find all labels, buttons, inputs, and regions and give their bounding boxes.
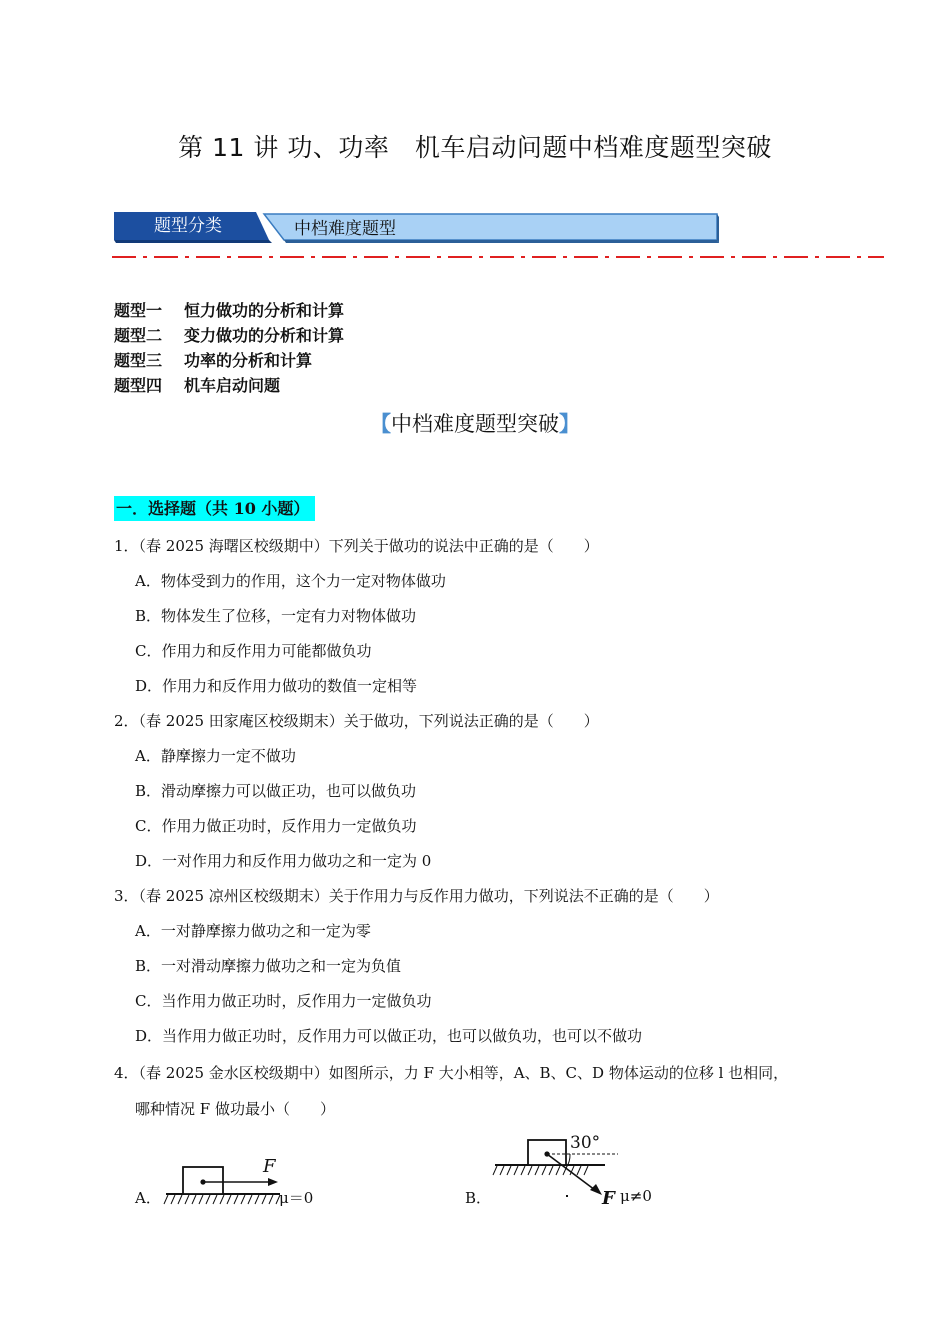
option: C．作用力和反作用力可能都做负功 bbox=[135, 642, 372, 660]
figure-b-mu: μ≠0 bbox=[620, 1187, 652, 1205]
figure-b-label: B． bbox=[465, 1189, 492, 1207]
angle-label: 30° bbox=[570, 1133, 601, 1153]
option: C．作用力做正功时，反作用力一定做负功 bbox=[135, 817, 417, 835]
figure-b-diagram bbox=[490, 1128, 635, 1208]
dot-mark bbox=[566, 1193, 570, 1197]
type-item: 题型二 变力做功的分析和计算 bbox=[114, 326, 345, 345]
difficulty-label: 中档难度题型 bbox=[294, 219, 396, 239]
option: D．作用力和反作用力做功的数值一定相等 bbox=[135, 677, 418, 695]
option: B．一对滑动摩擦力做功之和一定为负值 bbox=[135, 957, 402, 975]
option: D．当作用力做正功时，反作用力可以做正功，也可以做负功，也可以不做功 bbox=[135, 1027, 643, 1045]
type-item: 题型三 功率的分析和计算 bbox=[114, 351, 313, 370]
divider-line bbox=[112, 252, 884, 262]
option: D．一对作用力和反作用力做功之和一定为 0 bbox=[135, 852, 432, 870]
option: A．物体受到力的作用，这个力一定对物体做功 bbox=[135, 572, 446, 590]
option: B．物体发生了位移，一定有力对物体做功 bbox=[135, 607, 417, 625]
type-item: 题型四 机车启动问题 bbox=[114, 376, 281, 395]
page-title: 第 11 讲 功、功率 机车启动问题中档难度题型突破 bbox=[178, 133, 772, 162]
figure-a-label: A． bbox=[135, 1189, 161, 1207]
option: A．静摩擦力一定不做功 bbox=[135, 747, 296, 765]
question-stem: 4．（春 2025 金水区校级期中）如图所示，力 F 大小相等，A、B、C、D 物体运动的位移 l 也相同， bbox=[114, 1064, 789, 1082]
option: B．滑动摩擦力可以做正功，也可以做负功 bbox=[135, 782, 417, 800]
question-stem: 3．（春 2025 凉州区校级期末）关于作用力与反作用力做功，下列说法不正确的是（ ） bbox=[114, 887, 719, 905]
figure-a-diagram bbox=[160, 1152, 285, 1210]
type-item: 题型一 恒力做功的分析和计算 bbox=[114, 301, 345, 320]
question-type-list bbox=[114, 298, 344, 398]
question-stem: 2．（春 2025 田家庵区校级期末）关于做功，下列说法正确的是（ ） bbox=[114, 712, 599, 730]
option: C．当作用力做正功时，反作用力一定做负功 bbox=[135, 992, 432, 1010]
figure-a-mu: μ＝0 bbox=[279, 1189, 314, 1207]
category-banner bbox=[114, 212, 719, 246]
force-label: F bbox=[602, 1188, 615, 1208]
section-heading: 【中档难度题型突破】 bbox=[370, 412, 580, 436]
question-stem: 1．（春 2025 海曙区校级期中）下列关于做功的说法中正确的是（ ） bbox=[114, 537, 599, 555]
option: A．一对静摩擦力做功之和一定为零 bbox=[135, 922, 371, 940]
category-label: 题型分类 bbox=[154, 216, 222, 236]
part-heading: 一．选择题（共 10 小题） bbox=[114, 496, 315, 521]
question-stem-continued: 哪种情况 F 做功最小（ ） bbox=[135, 1100, 335, 1118]
force-label: F bbox=[263, 1156, 276, 1177]
